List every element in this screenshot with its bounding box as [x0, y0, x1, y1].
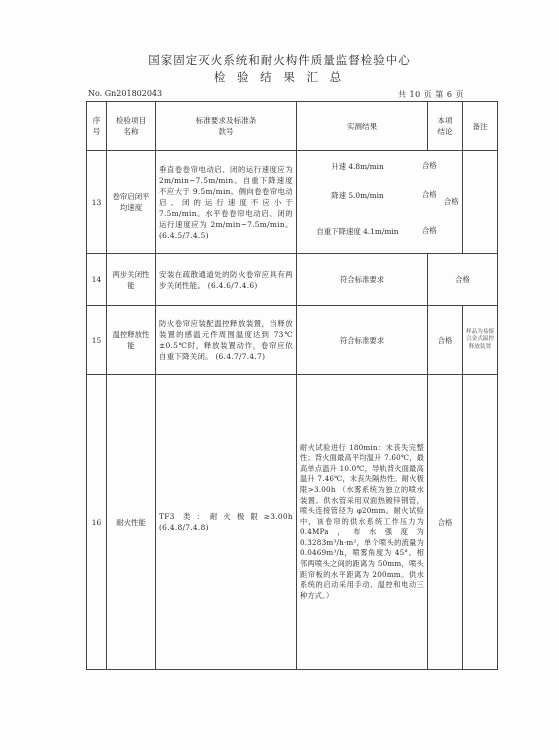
organization-title: 国家固定灭火系统和耐火构件质量监督检验中心 [148, 53, 411, 67]
row-item: 两步关闭性能 [107, 254, 156, 306]
row-conclusion: 合格 [443, 197, 459, 206]
row-seq: 15 [87, 306, 107, 375]
row-item: 温控释放性能 [107, 306, 156, 375]
sub-result: 降速 5.0m/min [331, 190, 384, 200]
row-conclusion: 合格 [428, 254, 498, 306]
sub-result: 升速 4.8m/min [331, 161, 384, 171]
row-conclusion: 合格 [428, 375, 463, 670]
row-result: 符合标准要求 [297, 254, 428, 306]
report-number: No. Gn201802043 [88, 89, 163, 98]
row-remark: 样品为易熔合金式温控释放装置 [463, 306, 498, 375]
row-item: 耐火性能 [107, 375, 156, 670]
row-seq: 14 [87, 254, 107, 306]
col-conclusion-header: 本项结论 [428, 102, 463, 151]
document-title: 检 验 结 果 汇 总 [213, 70, 346, 84]
sub-results-table [297, 152, 462, 253]
table-row [87, 151, 498, 254]
row-result: 符合标准要求 [297, 306, 428, 375]
row-seq: 16 [87, 375, 107, 670]
table-row [87, 306, 498, 375]
sub-conclusion: 合格 [421, 190, 437, 199]
row-standard: 防火卷帘应装配温控释放装置，当释放装置的感温元件周围温度达到 73℃±0.5℃时，释放装置动作，卷帘应依自重下降关闭。 (6.4.7/7.4.7) [156, 306, 297, 375]
page-info: 共 10 页 第 6 页 [398, 90, 464, 99]
row-remark [463, 375, 498, 670]
sub-conclusion: 合格 [421, 226, 437, 235]
row-remark [463, 151, 498, 254]
row-conclusion: 合格 [428, 306, 463, 375]
col-standard-header: 标准要求及标准条款号 [156, 102, 297, 151]
col-item-header: 检验项目名称 [107, 102, 156, 151]
row-standard: 安装在疏散通道处的防火卷帘应具有两步关闭性能。 (6.4.6/7.4.6) [156, 254, 297, 306]
row-item: 卷帘启闭平均速度 [107, 151, 156, 254]
col-remark-header: 备注 [463, 102, 498, 151]
row-sub-results [297, 151, 463, 254]
table-row [87, 254, 498, 306]
row-seq: 13 [87, 151, 107, 254]
table-row [87, 375, 498, 670]
col-result-header: 实测结果 [297, 102, 428, 151]
row-standard: TF3 类：耐火极限≥3.00h (6.4.8/7.4.8) [156, 375, 297, 670]
row-standard: 垂直卷卷帘电动启、闭的运行速度应为 2m/min~7.5m/min。自重下降速度不应大于 9.5m/min。侧向卷卷帘电动启、闭的运行速度不应小于 7.5m/min。水平卷卷帘电动启、闭的运行速度应为 2m/min~7.5m/min。 (6.4.5/7.4.5) [156, 151, 297, 254]
sub-conclusion: 合格 [421, 161, 437, 170]
results-table [86, 101, 498, 670]
table-header-row [87, 102, 498, 151]
col-seq-header: 序号 [87, 102, 107, 151]
row-result: 耐火试验进行 180min：未丧失完整性；背火面最高平均温升 7.60℃，最高单点温升 10.0℃，导轨背火面最高温升 7.46℃，未丧失隔热性。耐火极限>3.00h （水雾系统为独立的喷水装置。供水管采用双面热镀锌钢管，喷头连接管径为 φ20mm。耐火试验中，该卷帘的供水系统工作压力为 0.4MPa，布水强度为 0.3283m³/h·m²，单个喷头的流量为 0.0469m³/h，喷雾角度为 45°。相邻两喷头之间的距离为 50mm，喷头距帘板的水平距离为 200mm。供水系统的启动采用手动、温控和电动三种方式。） [297, 375, 428, 670]
sub-result: 自重下降速度 4.1m/min [316, 226, 399, 236]
